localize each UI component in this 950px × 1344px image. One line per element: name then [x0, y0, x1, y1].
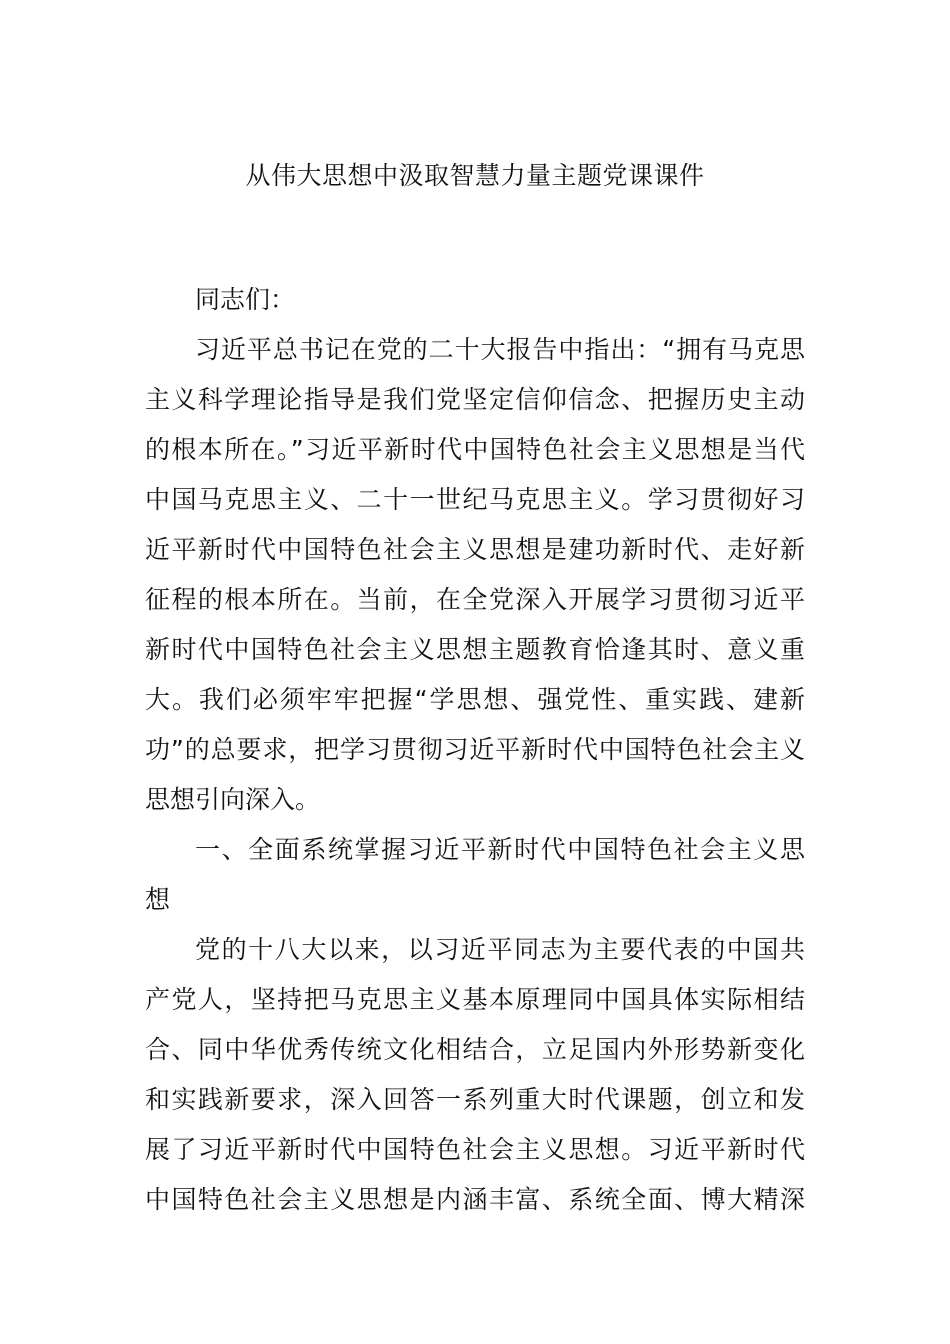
section-heading-line: 想 [145, 885, 171, 914]
paragraph-line: 中国马克思主义、二十一世纪马克思主义。学习贯彻好习 [145, 485, 805, 514]
paragraph-line: 新时代中国特色社会主义思想主题教育恰逢其时、意义重 [145, 635, 805, 664]
section-heading-line: 一、全面系统掌握习近平新时代中国特色社会主义思 [195, 835, 805, 864]
paragraph-line: 合、同中华优秀传统文化相结合，立足国内外形势新变化 [145, 1035, 805, 1064]
paragraph-line: 习近平总书记在党的二十大报告中指出：“拥有马克思 [195, 335, 805, 364]
paragraph-line: 大。我们必须牢牢把握“学思想、强党性、重实践、建新 [145, 685, 805, 714]
paragraph-line: 产党人，坚持把马克思主义基本原理同中国具体实际相结 [145, 985, 805, 1014]
paragraph-line: 的根本所在。”习近平新时代中国特色社会主义思想是当代 [145, 435, 805, 464]
paragraph-line: 思想引向深入。 [145, 785, 321, 814]
paragraph-line: 展了习近平新时代中国特色社会主义思想。习近平新时代 [145, 1135, 805, 1164]
paragraph-line: 功”的总要求，把学习贯彻习近平新时代中国特色社会主义 [145, 735, 805, 764]
paragraph-line: 近平新时代中国特色社会主义思想是建功新时代、走好新 [145, 535, 805, 564]
paragraph-line: 主义科学理论指导是我们党坚定信仰信念、把握历史主动 [145, 385, 805, 414]
paragraph-line: 党的十八大以来，以习近平同志为主要代表的中国共 [195, 935, 805, 964]
paragraph-line: 和实践新要求，深入回答一系列重大时代课题，创立和发 [145, 1085, 805, 1114]
paragraph-line: 征程的根本所在。当前，在全党深入开展学习贯彻习近平 [145, 585, 805, 614]
paragraph-line: 中国特色社会主义思想是内涵丰富、系统全面、博大精深 [145, 1185, 805, 1214]
salutation: 同志们： [195, 285, 296, 314]
document-title: 从伟大思想中汲取智慧力量主题党课课件 [245, 161, 705, 190]
document-body [145, 275, 805, 1225]
